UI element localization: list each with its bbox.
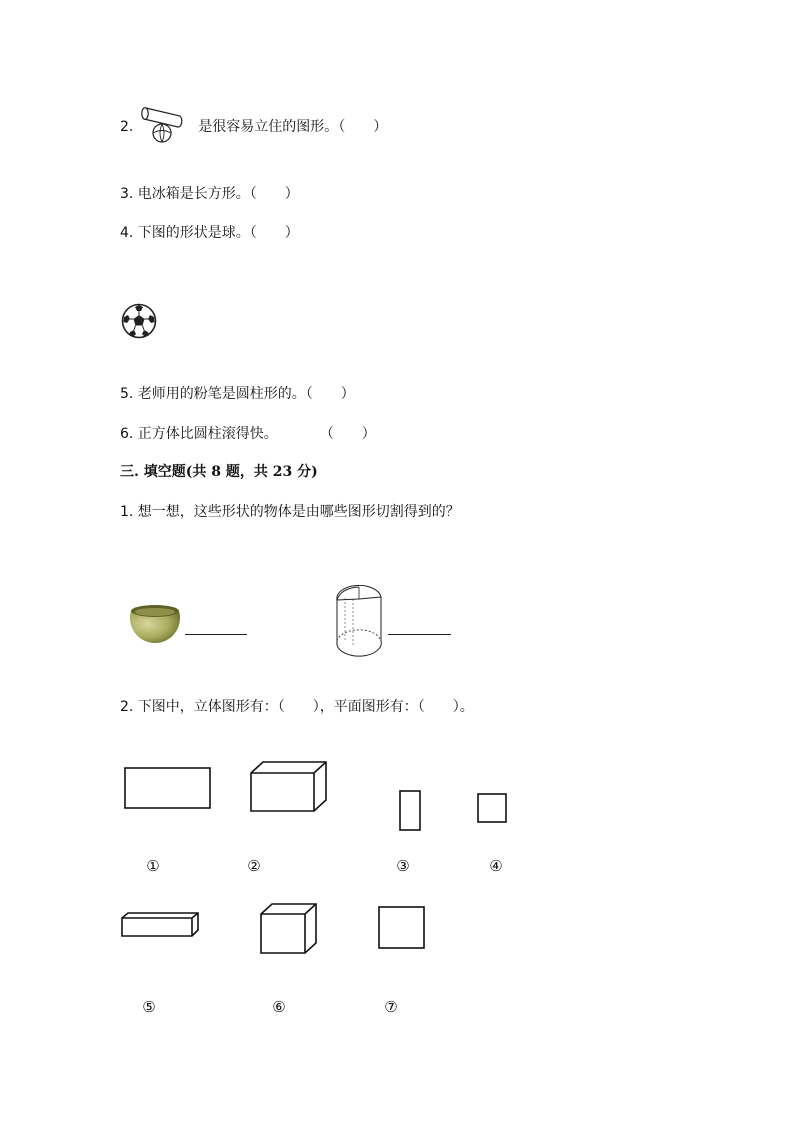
square-icon xyxy=(378,906,426,954)
shape-label-1: ① xyxy=(146,857,160,875)
answer-blank-1[interactable] xyxy=(185,634,247,635)
cube-icon xyxy=(260,903,320,959)
half-cylinder-icon xyxy=(333,585,385,663)
cylinder-on-ball-icon xyxy=(140,104,190,150)
tf-question-2 xyxy=(120,104,387,150)
soccer-ball-icon xyxy=(121,303,157,343)
answer-blank-2[interactable] xyxy=(388,634,451,635)
shape-label-4: ④ xyxy=(489,857,503,875)
square-icon xyxy=(477,793,509,829)
long-cuboid-icon xyxy=(121,912,201,942)
section-title: 三. 填空题(共 8 题，共 23 分) xyxy=(120,464,318,480)
fill-question-2: 2. 下图中，立体图形有：（ ），平面图形有：（ ）。 xyxy=(120,699,474,715)
shape-label-5: ⑤ xyxy=(142,998,156,1016)
tf-question-5: 5. 老师用的粉笔是圆柱形的。（ ） xyxy=(120,386,355,402)
bowl-sphere-icon xyxy=(125,603,185,661)
tf-question-4: 4. 下图的形状是球。（ ） xyxy=(120,225,299,241)
shape-label-6: ⑥ xyxy=(272,998,286,1016)
shape-label-3: ③ xyxy=(396,857,410,875)
cuboid-icon xyxy=(250,761,330,817)
shape-label-7: ⑦ xyxy=(384,998,398,1016)
tall-rectangle-icon xyxy=(399,790,423,836)
tf-question-6: 6. 正方体比圆柱滚得快。 （ ） xyxy=(120,426,376,442)
question-number: 2. xyxy=(120,119,134,135)
fill-question-1: 1. 想一想，这些形状的物体是由哪些图形切割得到的？ xyxy=(120,504,460,520)
question-text: 是很容易立住的图形。（ ） xyxy=(198,119,388,135)
tf-question-3: 3. 电冰箱是长方形。（ ） xyxy=(120,186,299,202)
rectangle-icon xyxy=(124,767,212,813)
shape-label-2: ② xyxy=(247,857,261,875)
